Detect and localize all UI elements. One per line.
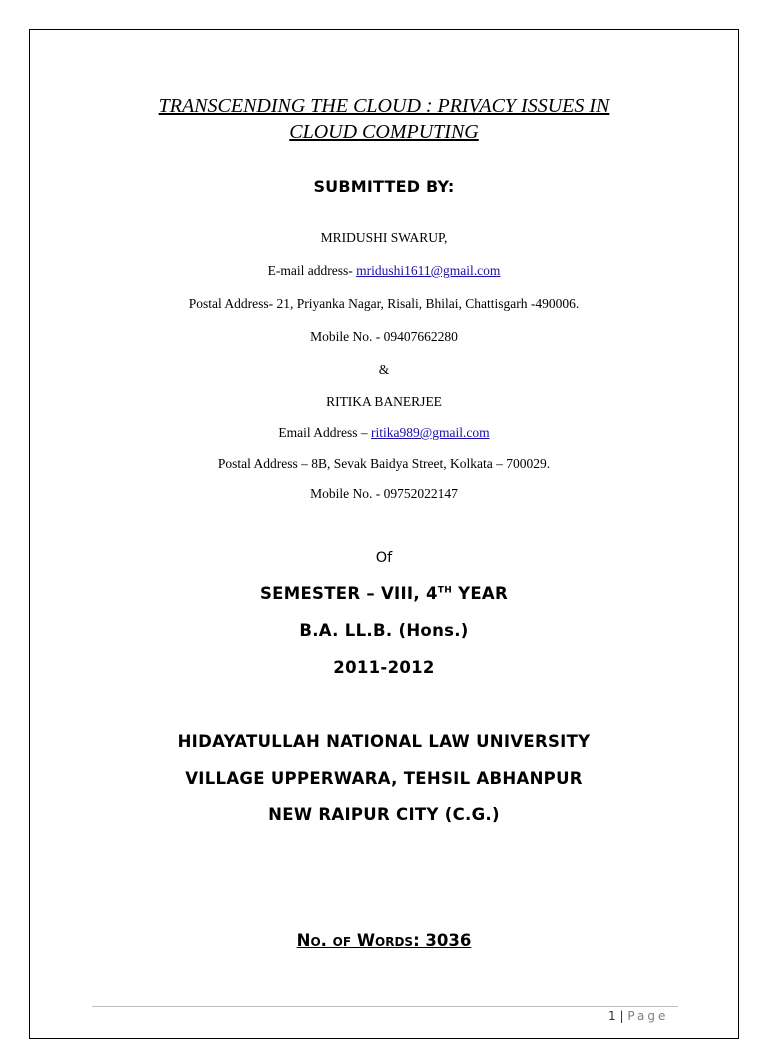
title-line-2: CLOUD COMPUTING (289, 121, 479, 143)
university-name: HIDAYATULLAH NATIONAL LAW UNIVERSITY (177, 732, 591, 751)
semester-superscript: TH (437, 585, 453, 596)
word-count: No. of Words: 3036 (296, 931, 472, 950)
semester-suffix: YEAR (452, 584, 508, 603)
footer-rule (92, 1006, 678, 1007)
degree-line: B.A. LL.B. (Hons.) (299, 621, 469, 640)
author1-email-label: E-mail address- (267, 263, 353, 278)
footer-page-number (608, 1009, 668, 1023)
author1-postal-address: Postal Address- 21, Priyanka Nagar, Risali, Bhilai, Chattisgarh -490006. (188, 296, 580, 311)
author2-email-label: Email Address – (278, 425, 368, 440)
author1-email-link[interactable]: mridushi1611@gmail.com (356, 263, 501, 278)
session-line: 2011-2012 (333, 658, 435, 677)
author2-email-link[interactable]: ritika989@gmail.com (371, 425, 490, 440)
page-separator: | (615, 1009, 628, 1023)
title-line-1: TRANSCENDING THE CLOUD : PRIVACY ISSUES IN (158, 95, 610, 117)
semester-prefix: SEMESTER – VIII, 4 (259, 584, 438, 603)
city-line: NEW RAIPUR CITY (C.G.) (268, 805, 500, 824)
author2-mobile: Mobile No. - 09752022147 (310, 486, 458, 501)
author2-postal-address: Postal Address – 8B, Sevak Baidya Street, Kolkata – 700029. (217, 456, 551, 471)
author1-mobile: Mobile No. - 09407662280 (310, 329, 458, 344)
author1-email-line (0, 263, 768, 279)
author2-email-line (0, 425, 768, 441)
author2-name: RITIKA BANERJEE (326, 394, 442, 409)
page-label: Page (627, 1009, 669, 1023)
page-number: 1 (608, 1009, 616, 1023)
village-line: VILLAGE UPPERWARA, TEHSIL ABHANPUR (185, 769, 583, 788)
semester-line (0, 584, 768, 603)
author1-name: MRIDUSHI SWARUP, (320, 230, 448, 245)
submitted-by-heading: SUBMITTED BY: (313, 177, 455, 196)
of-label: Of (375, 550, 393, 566)
ampersand: & (378, 362, 390, 377)
